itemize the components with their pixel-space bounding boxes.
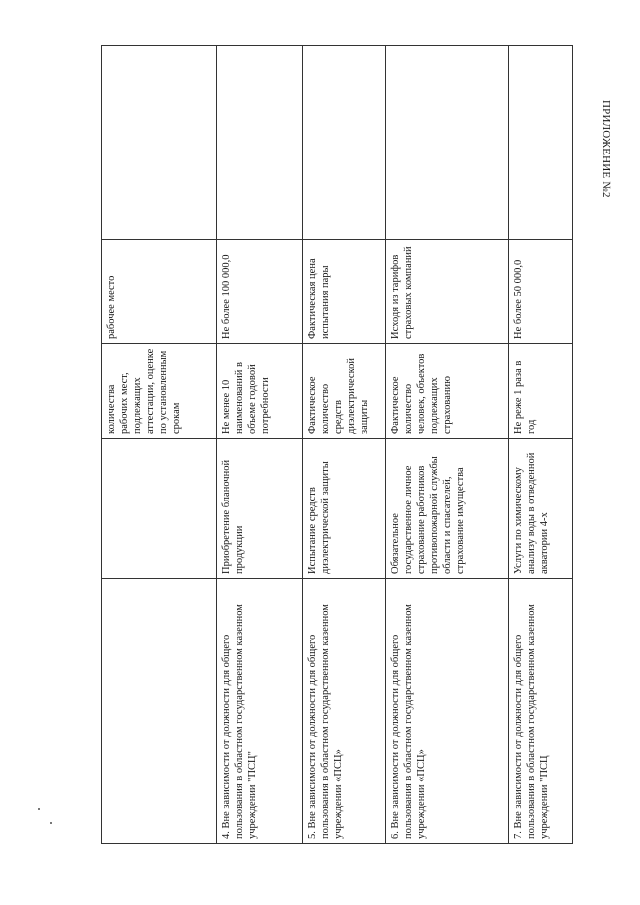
cell-expense-type: Услуги по химическому анализу воды в отведенной акватории 4-х: [509, 439, 573, 579]
cell-note: [303, 46, 386, 240]
cell-position: [102, 579, 217, 844]
table-row: [303, 46, 386, 844]
cell-expense-type: Обязательное государственное личное страхование работников противопожарной службы области и спасателей, страхование имущества: [386, 439, 509, 579]
cell-price: Исходя из тарифов страховых компаний: [386, 240, 509, 344]
expense-norms-table: [101, 45, 573, 844]
table-row: [386, 46, 509, 844]
cell-note: [102, 46, 217, 240]
cell-expense-type: Приобретение бланочной продукции: [217, 439, 303, 579]
cell-note: [386, 46, 509, 240]
cell-price: Фактическая цена испытания пары: [303, 240, 386, 344]
cell-note: [217, 46, 303, 240]
appendix-title: ПРИЛОЖЕНИЕ №2: [600, 100, 612, 198]
table-row: [102, 46, 217, 844]
cell-quantity: Не реже 1 раза в год: [509, 344, 573, 439]
cell-quantity: количества рабочих мест, подлежащих аттестации, оценке по установленным срокам: [102, 344, 217, 439]
cell-position: 6. Вне зависимости от должности для общего пользования в областном государственном казенном учреждении «ПСЦ»: [386, 579, 509, 844]
table-row: [217, 46, 303, 844]
cell-note: [509, 46, 573, 240]
cell-price: Не более 100 000,0: [217, 240, 303, 344]
cell-position: 4. Вне зависимости от должности для общего пользования в областном государственном казенном учреждении "ПСЦ": [217, 579, 303, 844]
cell-position: 7. Вне зависимости от должности для общего пользования в областном государственном казенном учреждении "ПСЦ: [509, 579, 573, 844]
table-row: [509, 46, 573, 844]
cell-price: Не более 50 000,0: [509, 240, 573, 344]
cell-quantity: Фактическое количество человек, объектов подлежащих страхованию: [386, 344, 509, 439]
scan-speck: [50, 822, 52, 824]
cell-price: рабочее место: [102, 240, 217, 344]
cell-position: 5. Вне зависимости от должности для общего пользования в областном государственном казенном учреждении «ПСЦ»: [303, 579, 386, 844]
cell-expense-type: Испытание средств диэлектрической защиты: [303, 439, 386, 579]
cell-quantity: Фактическое количество средств диэлектрической защиты: [303, 344, 386, 439]
scan-speck: [38, 808, 40, 810]
rotated-table-sheet: [101, 46, 550, 844]
cell-quantity: Не менее 10 наименований в объеме годовой потребности: [217, 344, 303, 439]
cell-expense-type: [102, 439, 217, 579]
